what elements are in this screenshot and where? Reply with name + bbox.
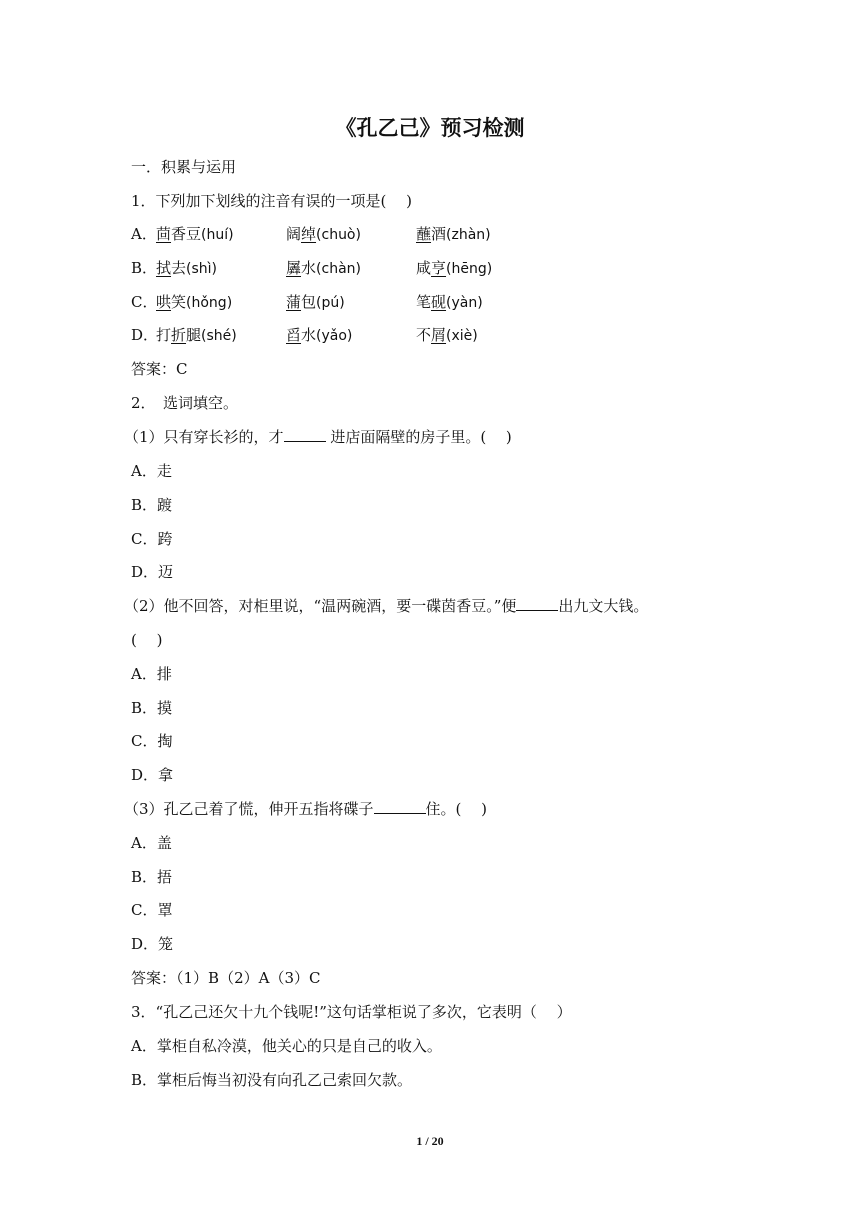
q2-sub2-option-b: B．摸 — [131, 699, 173, 717]
q1-option-a: A． — [131, 225, 157, 243]
q2-sub1-option-a: A．走 — [131, 462, 172, 480]
q1-b-item-1: 拭去(shì) — [156, 259, 218, 277]
fill-blank — [374, 798, 426, 814]
question-2-stem: 2． 选词填空。 — [131, 394, 239, 412]
q2-sub2-option-c: C．掏 — [131, 732, 173, 750]
q2-sub1-option-b: B．踱 — [131, 496, 173, 514]
q1-answer: 答案：C — [131, 360, 188, 378]
q1-a-item-1: 茴香豆(huí) — [156, 225, 234, 243]
q2-sub1-option-d: D．迈 — [131, 563, 174, 581]
q1-a-item-2: 阔绰(chuò) — [286, 225, 361, 243]
q1-c-item-3: 笔砚(yàn) — [416, 293, 483, 311]
q1-option-c: C． — [131, 293, 158, 311]
section-heading: 一．积累与运用 — [131, 158, 237, 176]
q2-sub3-stem: （3）孔乙己着了慌，伸开五指将碟子 住。( ) — [124, 800, 488, 818]
q1-d-item-1: 打折腿(shé) — [156, 326, 237, 344]
q1-d-item-2: 舀水(yǎo) — [286, 326, 353, 344]
q2-sub2-stem: （2）他不回答，对柜里说，“温两碗酒，要一碟茵香豆。”便 出九文大钱。 — [124, 597, 649, 615]
q2-sub2-option-a: A．排 — [131, 665, 172, 683]
question-3-stem: 3．“孔乙己还欠十九个钱呢!”这句话掌柜说了多次，它表明（ ） — [131, 1003, 572, 1021]
q2-sub2-option-d: D．拿 — [131, 766, 174, 784]
q1-d-item-3: 不屑(xiè) — [416, 326, 478, 344]
q1-option-b: B． — [131, 259, 158, 277]
q2-sub2-paren: ( ) — [131, 631, 163, 649]
q1-c-item-2: 蒲包(pú) — [286, 293, 345, 311]
fill-blank — [516, 595, 558, 611]
q2-sub3-option-d: D．笼 — [131, 935, 174, 953]
page-title: 《孔乙己》预习检测 — [335, 115, 525, 140]
q1-c-item-1: 哄笑(hǒng) — [156, 293, 233, 311]
q2-sub1-stem: （1）只有穿长衫的，才 进店面隔壁的房子里。( ) — [124, 428, 512, 446]
q3-option-a: A．掌柜自私冷漠，他关心的只是自己的收入。 — [131, 1037, 442, 1055]
q1-b-item-3: 咸亨(hēng) — [416, 259, 493, 277]
page-number: 1 / 20 — [416, 1134, 444, 1148]
q3-option-b: B．掌柜后悔当初没有向孔乙己索回欠款。 — [131, 1071, 413, 1089]
q2-answer: 答案：（1）B（2）A（3）C — [131, 969, 321, 987]
q2-sub3-option-a: A．盖 — [131, 834, 172, 852]
q1-a-item-3: 蘸酒(zhàn) — [416, 225, 491, 243]
q1-b-item-2: 羼水(chàn) — [286, 259, 361, 277]
q2-sub3-option-b: B．捂 — [131, 868, 173, 886]
q2-sub1-option-c: C．跨 — [131, 530, 173, 548]
q1-option-d: D． — [131, 326, 159, 344]
question-1-stem: 1．下列加下划线的注音有误的一项是( ) — [131, 192, 413, 210]
fill-blank — [284, 426, 326, 442]
q2-sub3-option-c: C．罩 — [131, 901, 173, 919]
